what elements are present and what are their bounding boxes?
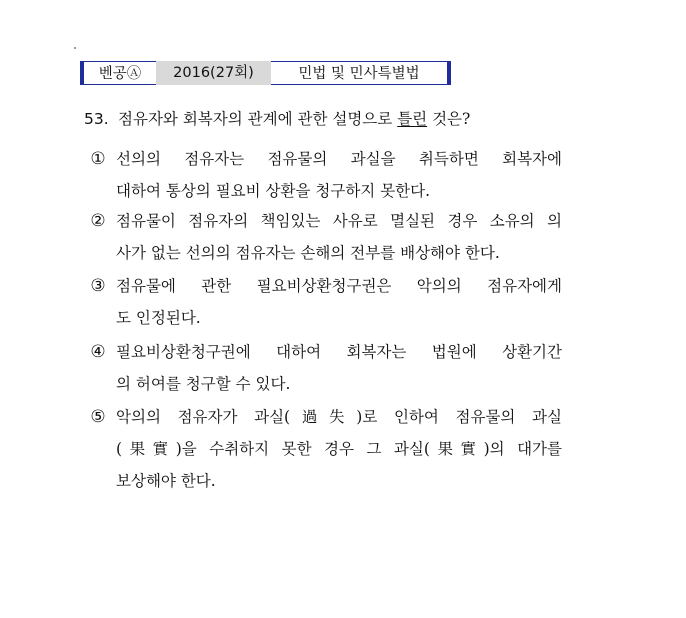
choice-text-line: 의 허여를 청구할 수 있다. <box>116 375 291 393</box>
choice-marker: ⑤ <box>90 407 106 427</box>
choice-text-line: 선의의 점유자는 점유물의 과실을 취득하면 회복자에 <box>116 150 562 168</box>
choice-text-line: 보상해야 한다. <box>116 472 216 490</box>
choice-text-line: 악의의 점유자가 과실(過失)로 인하여 점유물의 과실 <box>116 408 562 426</box>
exam-subject-label: 민법 및 민사특별법 <box>271 61 451 85</box>
exam-header <box>80 61 451 85</box>
question-emphasis: 틀린 <box>397 110 428 128</box>
exam-source-label: 벤공Ⓐ <box>80 61 156 85</box>
choice-marker: ① <box>90 149 106 169</box>
choice-text-line: 도 인정된다. <box>116 309 201 327</box>
choice-text-line: 사가 없는 선의의 점유자는 손해의 전부를 배상해야 한다. <box>116 244 500 262</box>
exam-year-label: 2016(27회) <box>156 61 271 85</box>
question-text-end: 것은? <box>427 110 471 128</box>
question-number: 53. <box>84 110 109 128</box>
choice-marker: ② <box>90 211 106 231</box>
question-text: 점유자와 회복자의 관계에 관한 설명으로 <box>118 110 398 128</box>
choice-marker: ④ <box>90 342 106 362</box>
choice-text-line: 점유물에 관한 필요비상환청구권은 악의의 점유자에게 <box>116 277 562 295</box>
scan-mark <box>74 47 76 49</box>
question-stem <box>84 107 564 131</box>
choice-text-line: 필요비상환청구권에 대하여 회복자는 법원에 상환기간 <box>116 343 562 361</box>
choice-text-line: 점유물이 점유자의 책임있는 사유로 멸실된 경우 소유의 의 <box>116 212 562 230</box>
choice-marker: ③ <box>90 276 106 296</box>
choice-text-line: 대하여 통상의 필요비 상환을 청구하지 못한다. <box>116 182 431 200</box>
choice-text-line: (果實)을 수취하지 못한 경우 그 과실(果實)의 대가를 <box>116 440 562 458</box>
